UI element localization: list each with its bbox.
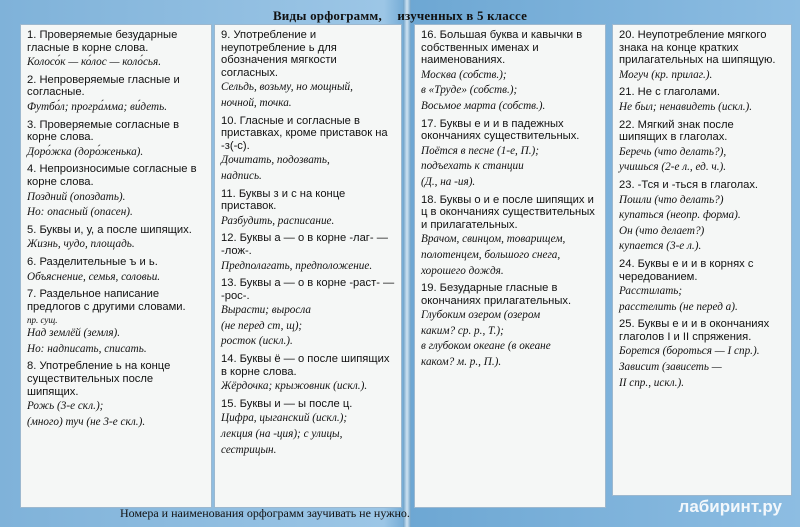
rule-15 — [221, 398, 395, 457]
rule-example: в «Труде» (собств.); — [421, 84, 518, 97]
rule-example: Москва (собств.); — [421, 68, 507, 81]
rule-example: Зависит (зависеть — — [619, 361, 722, 374]
rule-example: полотенцем, большого снега, — [421, 248, 561, 261]
rule-example: Не был; ненавидеть (искл.). — [619, 100, 753, 113]
rule-heading: 10. Гласные и согласные в приставках, кроме приставок на -з(-с). — [221, 114, 388, 152]
rule-heading: 13. Буквы а — о в корне -раст- — -рос-. — [221, 277, 395, 302]
rule-heading: 6. Разделительные ъ и ь. — [27, 255, 158, 268]
rule-heading: 5. Буквы и, у, а после шипящих. — [27, 223, 192, 236]
rule-16 — [421, 29, 599, 114]
rule-4 — [27, 163, 205, 219]
column-2 — [214, 24, 402, 508]
rule-3 — [27, 119, 205, 160]
rule-example: Пошли (что делать?) — [619, 193, 724, 206]
title-part2: изученных в 5 классе — [397, 8, 528, 23]
rule-example: Колосо́к — ко́лос — коло́сья. — [27, 56, 162, 69]
rule-example: II спр., искл.). — [619, 376, 685, 389]
rule-example: Сельдь, возьму, но мощный, — [221, 81, 353, 94]
rule-example: учишься (2-е л., ед. ч.). — [619, 161, 727, 174]
rule-heading: 15. Буквы и — ы после ц. — [221, 397, 353, 410]
rule-example: Глубоким озером (озером — [421, 309, 541, 322]
rule-example: Но: опасный (опасен). — [27, 206, 133, 219]
rule-heading: 22. Мягкий знак после шипящих в глаголах. — [619, 118, 734, 144]
rule-18 — [421, 194, 599, 279]
rule-example: Объяснение, семья, соловьи. — [27, 270, 161, 283]
rule-example: (Д., на -ия). — [421, 175, 476, 188]
rule-13 — [221, 277, 395, 349]
rule-24 — [619, 258, 785, 314]
column-1 — [20, 24, 212, 508]
rule-heading: 19. Безударные гласные в окончаниях прилагательных. — [421, 282, 572, 307]
rule-21 — [619, 86, 785, 114]
rule-example: в глубоком океане (в океане — [421, 340, 551, 353]
rule-example: (не перед ст, щ); — [221, 319, 303, 332]
rule-example: Над землёй (земля). — [27, 327, 121, 340]
rule-heading: 3. Проверяемые согласные в корне слова. — [27, 118, 180, 144]
rule-example: Восьмое марта (собств.). — [421, 99, 546, 112]
rule-heading: 1. Проверяемые безударные гласные в корне слова. — [27, 29, 178, 54]
rule-example: каким? ср. р., Т.); — [421, 324, 504, 337]
rule-heading: 12. Буквы а — о в корне -лаг- — -лож-. — [221, 232, 388, 257]
rule-heading: 8. Употребление ь на конце существительных после шипящих. — [27, 360, 171, 398]
rule-heading: 20. Неупотребление мягкого знака на конце кратких прилагательных на шипящую. — [619, 29, 776, 67]
rule-heading: 23. -Тся и -ться в глаголах. — [619, 178, 759, 191]
rule-6 — [27, 256, 205, 284]
rule-20 — [619, 29, 785, 82]
rule-example: Цифра, цыганский (искл.); — [221, 412, 348, 425]
rule-17 — [421, 118, 599, 190]
rule-5 — [27, 224, 205, 252]
rule-example: Дочитать, подозвать, — [221, 154, 330, 167]
rule-heading: 16. Большая буква и кавычки в собственных именах и наименованиях. — [421, 29, 583, 67]
book-spine — [403, 0, 411, 527]
rule-example: Рожь (3-е скл.); — [27, 400, 104, 413]
rule-2 — [27, 74, 205, 115]
rule-example: хорошего дождя. — [421, 264, 504, 277]
rule-example: Расстилать; — [619, 285, 683, 298]
rule-heading: 21. Не с глаголами. — [619, 86, 720, 99]
title-part1: Виды орфограмм, — [272, 8, 382, 23]
rule-example: пр. сущ. — [27, 315, 58, 326]
page-title — [0, 8, 800, 24]
rule-example: расстелить (не перед а). — [619, 300, 738, 313]
rule-23 — [619, 179, 785, 254]
rule-example: (много) туч (не 3-е скл.). — [27, 415, 146, 428]
rule-example: Жёрдочка; крыжовник (искл.). — [221, 380, 368, 393]
rule-heading: 4. Непроизносимые согласные в корне слова. — [27, 163, 197, 188]
column-3 — [414, 24, 606, 508]
rule-example: сестрицын. — [221, 443, 277, 456]
rule-11 — [221, 188, 395, 229]
rule-heading: 18. Буквы о и е после шипящих и ц в окончаниях существительных и прилагательных. — [421, 193, 595, 231]
rule-heading: 25. Буквы е и и в окончаниях глаголов I и II спряжения. — [619, 318, 770, 343]
rule-example: каком? м. р., П.). — [421, 356, 502, 369]
rule-example: надпись. — [221, 169, 262, 182]
rule-example: Вырасти; выросла — [221, 304, 311, 317]
rule-example: купаться (неопр. форма). — [619, 209, 741, 222]
rule-example: Предполагать, предположение. — [221, 259, 373, 272]
rule-12 — [221, 232, 395, 273]
rule-example: Поётся в песне (1-е, П.); — [421, 144, 539, 157]
rule-heading: 2. Непроверяемые гласные и согласные. — [27, 73, 180, 99]
rule-heading: 9. Употребление и неупотребление ь для обозначения мягкости согласных. — [221, 29, 337, 79]
rule-heading: 14. Буквы ё — о после шипящих в корне слова. — [221, 353, 390, 378]
rule-example: купается (3-е л.). — [619, 240, 702, 253]
rule-example: Но: надписать, списать. — [27, 342, 147, 355]
rule-example: Он (что делает?) — [619, 224, 705, 237]
rule-example: росток (искл.). — [221, 335, 293, 348]
rule-example: Футбо́л; програ́мма; ви́деть. — [27, 100, 167, 113]
rule-example: Жизнь, чудо, площадь. — [27, 238, 135, 251]
rule-25 — [619, 318, 785, 390]
rule-example: Доро́жка (доро́женька). — [27, 145, 144, 158]
rule-14 — [221, 353, 395, 394]
rule-heading: 7. Раздельное написание предлогов с другими словами. — [27, 288, 186, 313]
rule-example: Врачом, свинцом, товарищем, — [421, 233, 566, 246]
rule-22 — [619, 119, 785, 175]
rule-example: лекция (на -ция); с улицы, — [221, 428, 343, 441]
rule-10 — [221, 115, 395, 184]
rule-example: Поздний (опоздать). — [27, 190, 126, 203]
rule-example: Беречь (что делать?), — [619, 145, 727, 158]
column-4 — [612, 24, 792, 496]
rule-7 — [27, 288, 205, 356]
rule-heading: 24. Буквы е и и в корнях с чередованием. — [619, 257, 754, 283]
footer-note: Номера и наименования орфограмм заучивать не нужно. — [120, 506, 410, 520]
rule-example: Могуч (кр. прилаг.). — [619, 68, 713, 81]
rule-9 — [221, 29, 395, 111]
rule-example: Борется (бороться — I спр.). — [619, 345, 760, 358]
rule-heading: 11. Буквы з и с на конце приставок. — [221, 187, 346, 213]
rule-example: ночной, точка. — [221, 96, 292, 109]
rule-1 — [27, 29, 205, 70]
rule-heading: 17. Буквы е и и в падежных окончаниях существительных. — [421, 117, 580, 143]
rule-19 — [421, 282, 599, 370]
rule-example: Разбудить, расписание. — [221, 214, 335, 227]
rule-example: подъехать к станции — [421, 160, 524, 173]
watermark-logo: лабиринт.ру — [678, 497, 782, 516]
rule-8 — [27, 360, 205, 429]
